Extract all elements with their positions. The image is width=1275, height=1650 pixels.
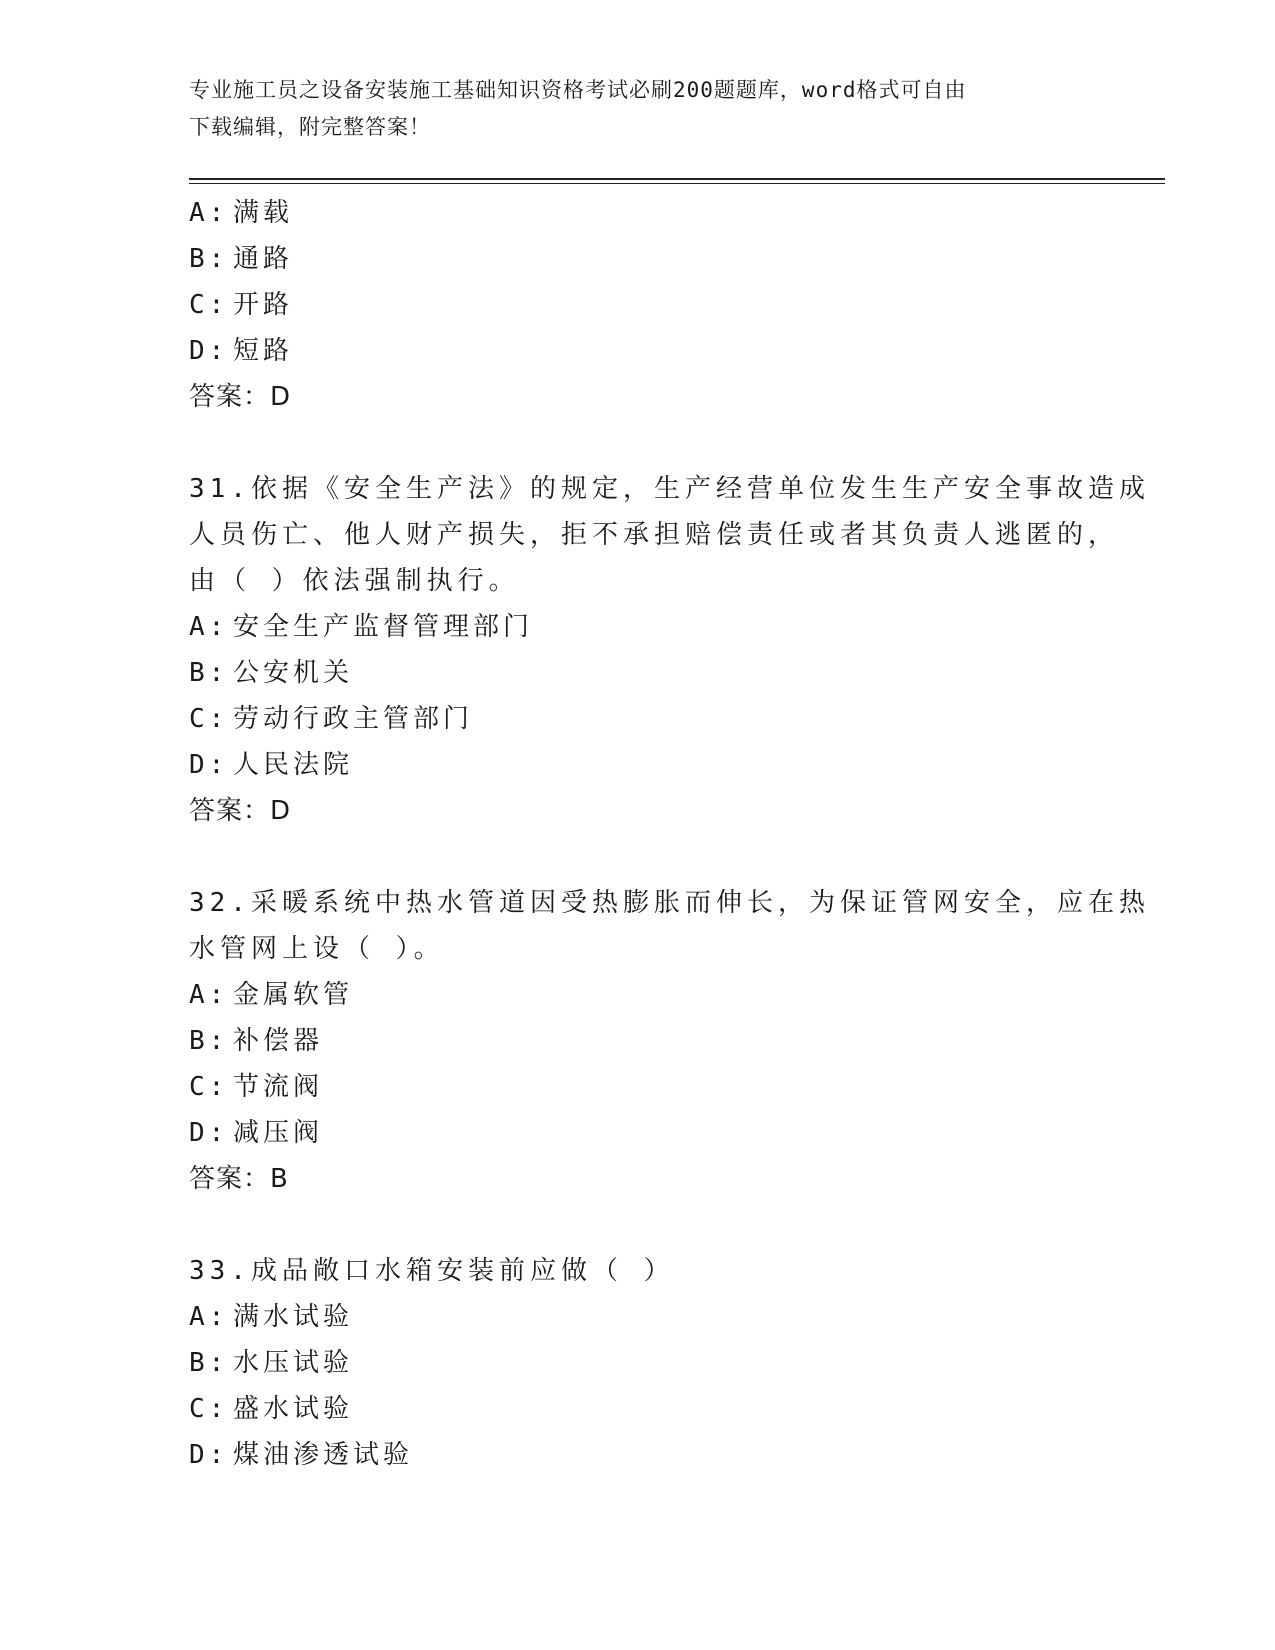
question-text-line: 33.成品敞口水箱安装前应做（ ） [189, 1256, 675, 1286]
header-divider-thick [189, 178, 1165, 180]
answer-line: 答案：D [189, 796, 292, 826]
option-text: 补偿器 [233, 1026, 324, 1056]
option-b [189, 1340, 1119, 1386]
option-key: B: [189, 244, 229, 274]
question-text-line: 水管网上设（ ）。 [189, 934, 445, 964]
option-key: D: [189, 1118, 229, 1148]
option-key: A: [189, 198, 229, 228]
option-key: B: [189, 1026, 229, 1056]
option-text: 水压试验 [233, 1348, 354, 1378]
option-text: 短路 [233, 336, 294, 366]
question-block-33 [189, 1248, 1119, 1478]
option-text: 煤油渗透试验 [233, 1440, 414, 1470]
option-text: 满载 [233, 198, 294, 228]
option-key: D: [189, 750, 229, 780]
option-text: 减压阀 [233, 1118, 324, 1148]
option-text: 劳动行政主管部门 [233, 704, 474, 734]
option-a [189, 190, 1119, 236]
option-text: 节流阀 [233, 1072, 324, 1102]
option-d [189, 1110, 1119, 1156]
option-key: A: [189, 980, 229, 1010]
option-d [189, 328, 1119, 374]
option-a [189, 604, 1119, 650]
option-text: 通路 [233, 244, 294, 274]
document-header [189, 72, 1089, 146]
option-a [189, 972, 1119, 1018]
option-key: C: [189, 1394, 229, 1424]
header-line-1: 专业施工员之设备安装施工基础知识资格考试必刷200题题库，word格式可自由 [189, 78, 967, 102]
option-key: D: [189, 1440, 229, 1470]
question-text-line: 31.依据《安全生产法》的规定，生产经营单位发生生产安全事故造成 [189, 474, 1150, 504]
option-text: 公安机关 [233, 658, 354, 688]
option-text: 满水试验 [233, 1302, 354, 1332]
option-b [189, 236, 1119, 282]
header-line-2: 下载编辑，附完整答案！ [189, 115, 431, 139]
option-text: 开路 [233, 290, 294, 320]
option-d [189, 742, 1119, 788]
question-list [189, 190, 1150, 1478]
option-c [189, 1064, 1119, 1110]
option-key: B: [189, 1348, 229, 1378]
question-block-31 [189, 466, 1150, 834]
option-text: 盛水试验 [233, 1394, 354, 1424]
option-key: C: [189, 290, 229, 320]
answer-line: 答案：D [189, 382, 292, 412]
question-block-32 [189, 880, 1150, 1202]
option-a [189, 1294, 1119, 1340]
option-b [189, 1018, 1119, 1064]
question-text-line: 人员伤亡、他人财产损失，拒不承担赔偿责任或者其负责人逃匿的， [189, 520, 1120, 550]
option-c [189, 1386, 1119, 1432]
option-key: A: [189, 612, 229, 642]
option-key: C: [189, 704, 229, 734]
question-text-line: 由（ ）依法强制执行。 [189, 566, 520, 596]
option-text: 安全生产监督管理部门 [233, 612, 534, 642]
option-key: A: [189, 1302, 229, 1332]
answer-line: 答案：B [189, 1164, 289, 1194]
option-key: D: [189, 336, 229, 366]
header-divider-thin [189, 183, 1165, 184]
question-text-line: 32.采暖系统中热水管道因受热膨胀而伸长，为保证管网安全，应在热 [189, 888, 1150, 918]
option-key: C: [189, 1072, 229, 1102]
option-key: B: [189, 658, 229, 688]
option-c [189, 696, 1119, 742]
option-b [189, 650, 1119, 696]
option-d [189, 1432, 1119, 1478]
option-c [189, 282, 1119, 328]
question-block-prev [189, 190, 1119, 420]
option-text: 人民法院 [233, 750, 354, 780]
option-text: 金属软管 [233, 980, 354, 1010]
